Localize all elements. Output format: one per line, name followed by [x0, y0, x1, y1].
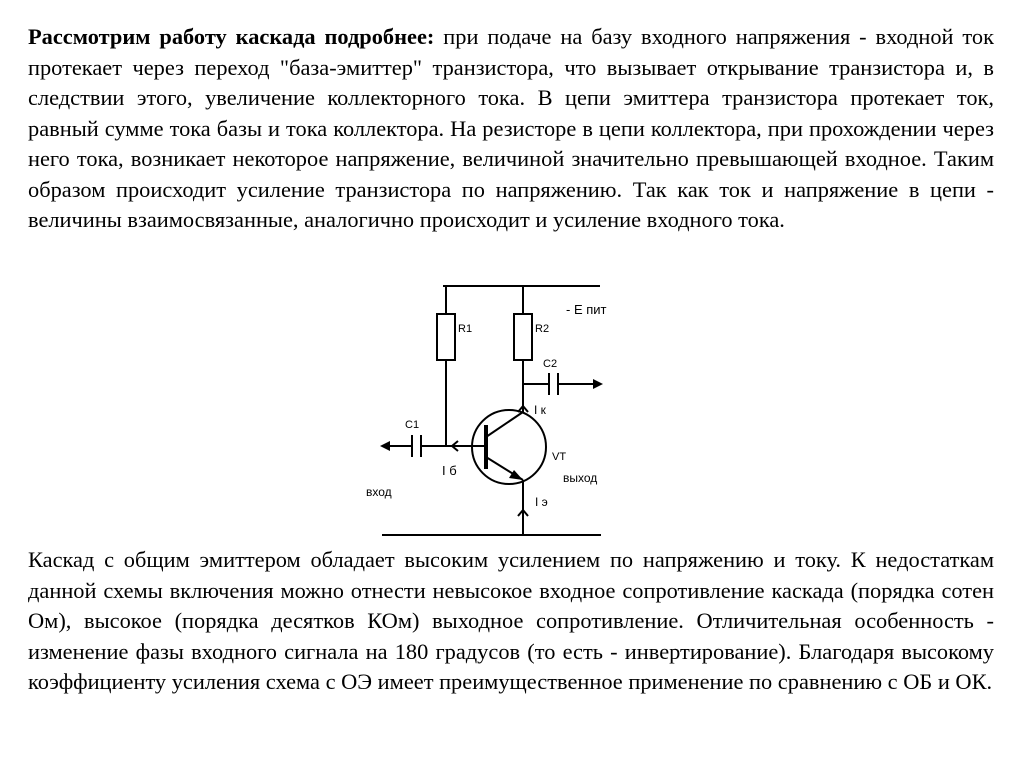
paragraph-intro	[28, 22, 994, 236]
c1-label: C1	[405, 419, 420, 431]
paragraph-summary: Каскад с общим эмиттером обладает высоким усилением по напряжению и току. К недостаткам данной схемы включения можно отнести невысокое входное сопротивление каскада (порядка сотен Ом), высокое (порядка десятков КОм) выходное сопротивление. Отличительная особенность - изменение фазы входного сигнала на 180 градусов (то есть - инвертирование). Благодаря высокому коэффициенту усиления схема с ОЭ имеет преимущественное применение по сравнению с ОБ и ОК.	[28, 547, 994, 694]
paragraph-intro-body: при подаче на базу входного напряжения - входной ток протекает через переход "база-эмиттер" транзистора, что вызывает открывание транзистора и, в следствии этого, увеличение коллекторного тока. В цепи эмиттера транзистора протекает ток, равный сумме тока базы и тока коллектора. На резисторе в цепи коллектора, при прохождении через него тока, возникает некоторое напряжение, величиной значительно превышающей входное. Таким образом происходит усиление транзистора по напряжению. Так как ток и напряжение в цепи - величины взаимосвязанные, аналогично происходит и усиление входного тока.	[28, 24, 994, 232]
output-terminal-arrow	[593, 379, 603, 389]
ib-label: I б	[442, 463, 457, 478]
input-label: вход	[366, 485, 392, 499]
resistor-r1	[437, 314, 455, 360]
supply-label: - Е пит	[566, 302, 607, 317]
c2-label: C2	[543, 358, 558, 370]
common-emitter-schematic	[350, 270, 670, 550]
r2-label: R2	[535, 323, 550, 335]
ie-label: I э	[535, 495, 548, 509]
transistor-collector	[486, 412, 523, 437]
input-terminal-arrow	[380, 441, 390, 451]
resistor-r2	[514, 314, 532, 360]
ik-label: I к	[534, 403, 546, 417]
r1-label: R1	[458, 323, 473, 335]
vt-label: VT	[552, 451, 567, 463]
output-label: выход	[563, 471, 598, 485]
paragraph-lead: Рассмотрим работу каскада подробнее:	[28, 24, 435, 49]
